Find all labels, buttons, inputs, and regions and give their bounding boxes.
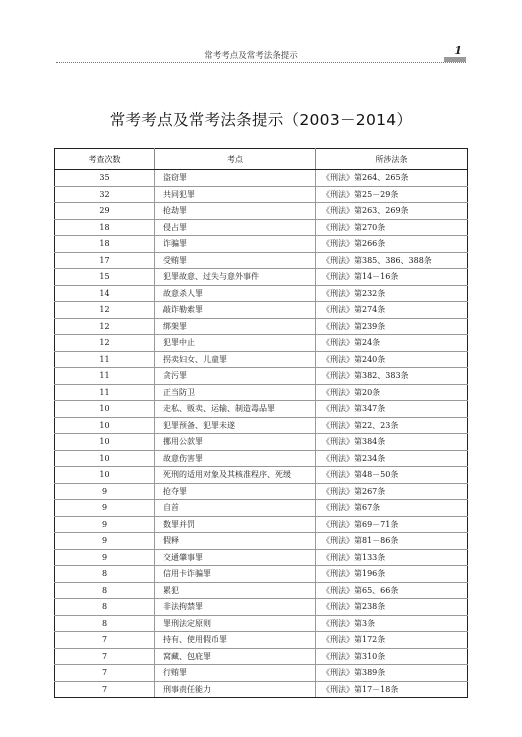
topic-cell: 贪污罪 (155, 368, 316, 385)
exam-count-cell: 17 (55, 252, 155, 269)
topic-cell: 自首 (155, 500, 316, 517)
law-article-cell: 《刑法》第234条 (316, 450, 468, 467)
exam-count-cell: 9 (55, 533, 155, 550)
table-row (55, 285, 468, 302)
exam-count-cell: 7 (55, 648, 155, 665)
law-article-cell: 《刑法》第382、383条 (316, 368, 468, 385)
exam-count-cell: 7 (55, 632, 155, 649)
law-article-cell: 《刑法》第24条 (316, 335, 468, 352)
table-row (55, 236, 468, 253)
exam-count-cell: 12 (55, 335, 155, 352)
table-row (55, 566, 468, 583)
topic-cell: 抢劫罪 (155, 203, 316, 220)
table-row (55, 467, 468, 484)
exam-count-cell: 32 (55, 186, 155, 203)
law-article-cell: 《刑法》第310条 (316, 648, 468, 665)
law-article-cell: 《刑法》第267条 (316, 483, 468, 500)
table-row (55, 401, 468, 418)
law-article-cell: 《刑法》第65、66条 (316, 582, 468, 599)
topic-cell: 正当防卫 (155, 384, 316, 401)
law-article-cell: 《刑法》第240条 (316, 351, 468, 368)
exam-count-cell: 10 (55, 401, 155, 418)
header-divider (56, 62, 466, 63)
table-row (55, 203, 468, 220)
topic-cell: 诈骗罪 (155, 236, 316, 253)
law-article-cell: 《刑法》第20条 (316, 384, 468, 401)
exam-count-cell: 15 (55, 269, 155, 286)
table-row (55, 269, 468, 286)
topic-cell: 犯罪预备、犯罪未遂 (155, 417, 316, 434)
exam-count-cell: 9 (55, 500, 155, 517)
exam-count-cell: 11 (55, 351, 155, 368)
page-title: 常考考点及常考法条提示（2003－2014） (109, 111, 413, 129)
law-article-cell: 《刑法》第347条 (316, 401, 468, 418)
exam-count-cell: 10 (55, 434, 155, 451)
exam-count-cell: 8 (55, 582, 155, 599)
table-row (55, 170, 468, 187)
topic-cell: 刑事责任能力 (155, 681, 316, 698)
topic-cell: 共同犯罪 (155, 186, 316, 203)
exam-count-cell: 35 (55, 170, 155, 187)
column-header-law-article: 所涉法条 (316, 149, 468, 170)
topic-cell: 犯罪中止 (155, 335, 316, 352)
exam-count-cell: 11 (55, 368, 155, 385)
law-article-cell: 《刑法》第22、23条 (316, 417, 468, 434)
table-row (55, 318, 468, 335)
column-header-topic: 考点 (155, 149, 316, 170)
law-article-cell: 《刑法》第389条 (316, 665, 468, 682)
table-row (55, 384, 468, 401)
law-article-cell: 《刑法》第69－71条 (316, 516, 468, 533)
law-article-cell: 《刑法》第232条 (316, 285, 468, 302)
topic-cell: 挪用公款罪 (155, 434, 316, 451)
law-article-cell: 《刑法》第172条 (316, 632, 468, 649)
topic-cell: 假释 (155, 533, 316, 550)
exam-count-cell: 8 (55, 615, 155, 632)
law-article-cell: 《刑法》第81－86条 (316, 533, 468, 550)
topic-cell: 故意杀人罪 (155, 285, 316, 302)
table-row (55, 681, 468, 698)
table-row (55, 219, 468, 236)
table-row (55, 335, 468, 352)
law-article-cell: 《刑法》第48－50条 (316, 467, 468, 484)
table-row (55, 582, 468, 599)
topic-cell: 数罪并罚 (155, 516, 316, 533)
running-header-title: 常考考点及常考法条提示 (204, 51, 298, 61)
law-article-cell: 《刑法》第270条 (316, 219, 468, 236)
law-article-cell: 《刑法》第384条 (316, 434, 468, 451)
column-header-exam-count: 考查次数 (55, 149, 155, 170)
exam-count-cell: 18 (55, 219, 155, 236)
topic-cell: 罪刑法定原则 (155, 615, 316, 632)
table-row (55, 186, 468, 203)
law-provisions-table (54, 148, 468, 698)
law-article-cell: 《刑法》第266条 (316, 236, 468, 253)
table-row (55, 417, 468, 434)
law-article-cell: 《刑法》第133条 (316, 549, 468, 566)
exam-count-cell: 14 (55, 285, 155, 302)
topic-cell: 交通肇事罪 (155, 549, 316, 566)
law-article-cell: 《刑法》第263、269条 (316, 203, 468, 220)
law-article-cell: 《刑法》第239条 (316, 318, 468, 335)
table-body (55, 170, 468, 698)
law-article-cell: 《刑法》第264、265条 (316, 170, 468, 187)
table-row (55, 434, 468, 451)
exam-count-cell: 7 (55, 681, 155, 698)
topic-cell: 死刑的适用对象及其核准程序、死缓 (155, 467, 316, 484)
law-article-cell: 《刑法》第17－18条 (316, 681, 468, 698)
topic-cell: 抢夺罪 (155, 483, 316, 500)
exam-count-cell: 18 (55, 236, 155, 253)
table-row (55, 500, 468, 517)
exam-count-cell: 10 (55, 417, 155, 434)
topic-cell: 行贿罪 (155, 665, 316, 682)
law-article-cell: 《刑法》第385、386、388条 (316, 252, 468, 269)
topic-cell: 持有、使用假币罪 (155, 632, 316, 649)
exam-count-cell: 9 (55, 516, 155, 533)
exam-count-cell: 9 (55, 483, 155, 500)
topic-cell: 窝藏、包庇罪 (155, 648, 316, 665)
exam-count-cell: 29 (55, 203, 155, 220)
exam-count-cell: 10 (55, 450, 155, 467)
table-header-row (55, 149, 468, 170)
page-number: 1 (454, 44, 462, 57)
topic-cell: 犯罪故意、过失与意外事件 (155, 269, 316, 286)
law-article-cell: 《刑法》第25－29条 (316, 186, 468, 203)
law-article-cell: 《刑法》第3条 (316, 615, 468, 632)
topic-cell: 非法拘禁罪 (155, 599, 316, 616)
topic-cell: 绑架罪 (155, 318, 316, 335)
exam-count-cell: 10 (55, 467, 155, 484)
topic-cell: 走私、贩卖、运输、制造毒品罪 (155, 401, 316, 418)
table-row (55, 549, 468, 566)
exam-count-cell: 9 (55, 549, 155, 566)
table-row (55, 351, 468, 368)
law-article-cell: 《刑法》第274条 (316, 302, 468, 319)
table-row (55, 615, 468, 632)
law-article-cell: 《刑法》第67条 (316, 500, 468, 517)
topic-cell: 拐卖妇女、儿童罪 (155, 351, 316, 368)
topic-cell: 受贿罪 (155, 252, 316, 269)
exam-count-cell: 8 (55, 599, 155, 616)
exam-count-cell: 7 (55, 665, 155, 682)
topic-cell: 信用卡诈骗罪 (155, 566, 316, 583)
table-row (55, 632, 468, 649)
exam-count-cell: 8 (55, 566, 155, 583)
law-article-cell: 《刑法》第14－16条 (316, 269, 468, 286)
table-row (55, 368, 468, 385)
table-row (55, 252, 468, 269)
table-row (55, 648, 468, 665)
table-row (55, 483, 468, 500)
topic-cell: 敲诈勒索罪 (155, 302, 316, 319)
exam-count-cell: 11 (55, 384, 155, 401)
topic-cell: 累犯 (155, 582, 316, 599)
running-header (56, 46, 466, 62)
table-row (55, 533, 468, 550)
table-row (55, 302, 468, 319)
law-article-cell: 《刑法》第238条 (316, 599, 468, 616)
table-row (55, 599, 468, 616)
table-row (55, 516, 468, 533)
law-article-cell: 《刑法》第196条 (316, 566, 468, 583)
table-row (55, 450, 468, 467)
topic-cell: 故意伤害罪 (155, 450, 316, 467)
topic-cell: 盗窃罪 (155, 170, 316, 187)
exam-count-cell: 12 (55, 318, 155, 335)
topic-cell: 侵占罪 (155, 219, 316, 236)
table-row (55, 665, 468, 682)
exam-count-cell: 12 (55, 302, 155, 319)
